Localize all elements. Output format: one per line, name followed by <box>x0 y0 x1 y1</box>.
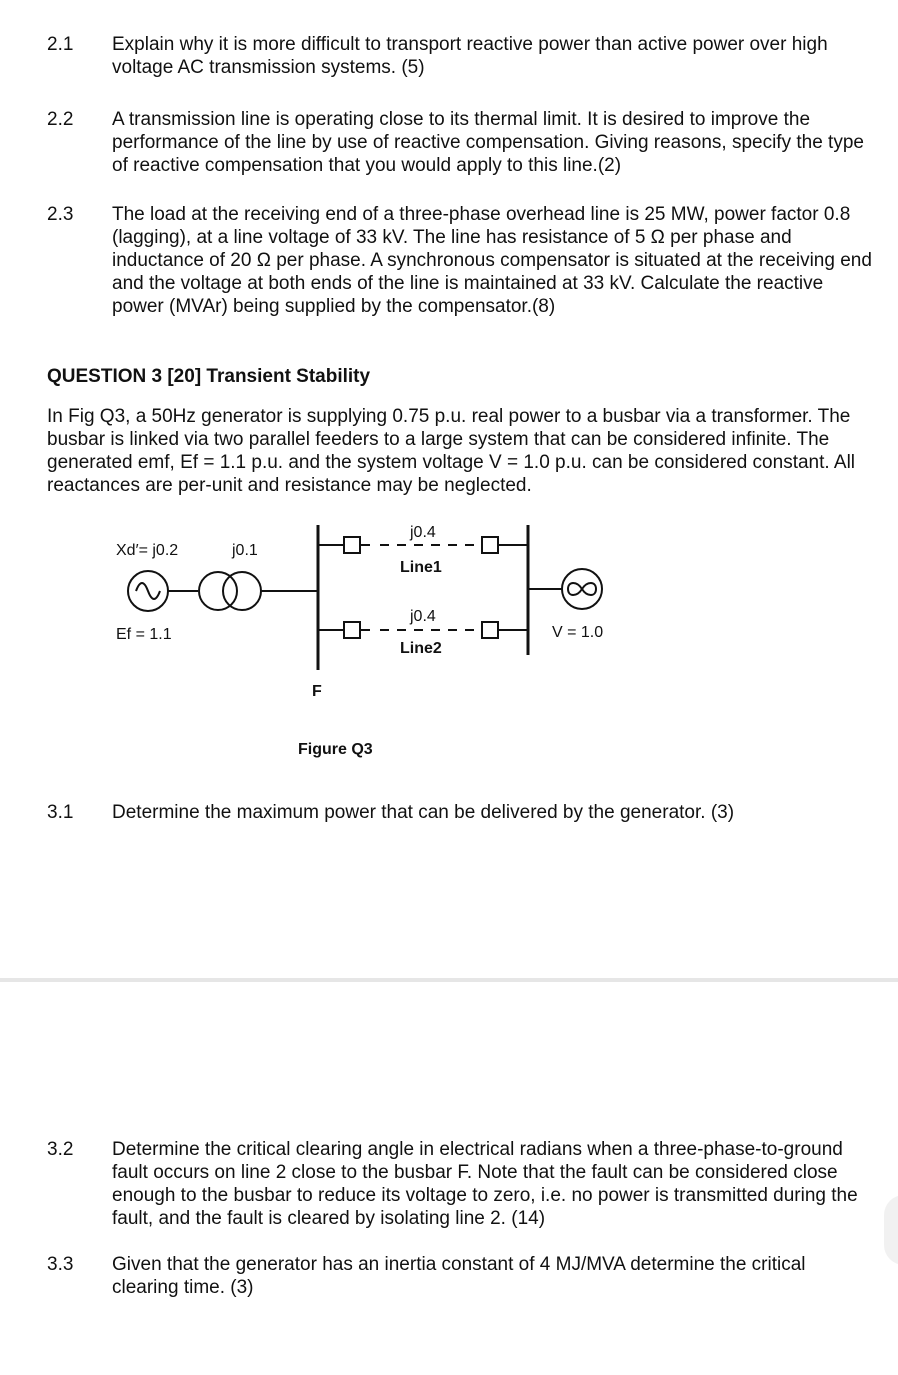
page-divider <box>0 978 898 982</box>
line2-name: Line2 <box>400 640 442 657</box>
xd-label: Xd′= j0.2 <box>116 542 179 559</box>
question-number: 2.1 <box>47 34 74 55</box>
transformer-symbol <box>223 572 261 610</box>
scroll-handle[interactable] <box>884 1195 898 1265</box>
question-number: 3.2 <box>47 1139 74 1160</box>
line2-reactance: j0.4 <box>410 608 436 625</box>
breaker-line2-right <box>482 622 498 638</box>
question-number: 2.2 <box>47 109 74 130</box>
question-text: Determine the maximum power that can be delivered by the generator. (3) <box>112 802 735 823</box>
figure-q3-diagram <box>100 515 640 765</box>
line1-name: Line1 <box>400 559 442 576</box>
question-number: 3.1 <box>47 802 74 823</box>
breaker-line1-right <box>482 537 498 553</box>
question-3-intro: In Fig Q3, a 50Hz generator is supplying 0.75 p.u. real power to a busbar via a transformer. The busbar is linked via two parallel feeders to a large system that can be considered infinite. The generated emf, Ef = 1.1 p.u. and the system voltage V = 1.0 p.u. can be considered constant. All reactances are per-unit and resistance may be neglected. <box>47 406 856 496</box>
v-label: V = 1.0 <box>552 624 604 641</box>
line1-reactance: j0.4 <box>410 524 436 541</box>
question-text: The load at the receiving end of a three-phase overhead line is 25 MW, power factor 0.8 (lagging), at a line voltage of 33 kV. The line has resistance of 5 Ω per phase and inductance of 20 Ω per phase. A synchronous compensator is situated at the receiving end and the voltage at both ends of the line is maintained at 33 kV. Calculate the reactive power (MVAr) being supplied by the compensator.(8) <box>112 204 872 317</box>
question-text: A transmission line is operating close to its thermal limit. It is desired to improve the performance of the line by use of reactive compensation. Giving reasons, specify the type of reactive compensation that you would apply to this line.(2) <box>112 109 864 176</box>
figure-caption: Figure Q3 <box>298 741 373 758</box>
sine-wave-icon <box>136 583 160 599</box>
question-number: 3.3 <box>47 1254 74 1275</box>
infinity-icon <box>568 583 596 595</box>
question-3-heading: QUESTION 3 [20] Transient Stability <box>47 366 371 387</box>
question-text: Explain why it is more difficult to transport reactive power than active power over high voltage AC transmission systems. (5) <box>112 34 828 78</box>
question-text: Given that the generator has an inertia constant of 4 MJ/MVA determine the critical clearing time. (3) <box>112 1254 806 1298</box>
breaker-line1-left <box>344 537 360 553</box>
xt-label: j0.1 <box>232 542 258 559</box>
breaker-line2-left <box>344 622 360 638</box>
transformer-symbol <box>199 572 237 610</box>
ef-label: Ef = 1.1 <box>116 626 172 643</box>
bus-f-label: F <box>312 683 322 700</box>
question-text: Determine the critical clearing angle in electrical radians when a three-phase-to-ground fault occurs on line 2 close to the busbar F. Note that the fault can be considered close enough to the busbar to reduce its voltage to zero, i.e. no power is transmitted during the fault, and the fault is cleared by isolating line 2. (14) <box>112 1139 858 1229</box>
question-number: 2.3 <box>47 204 74 225</box>
